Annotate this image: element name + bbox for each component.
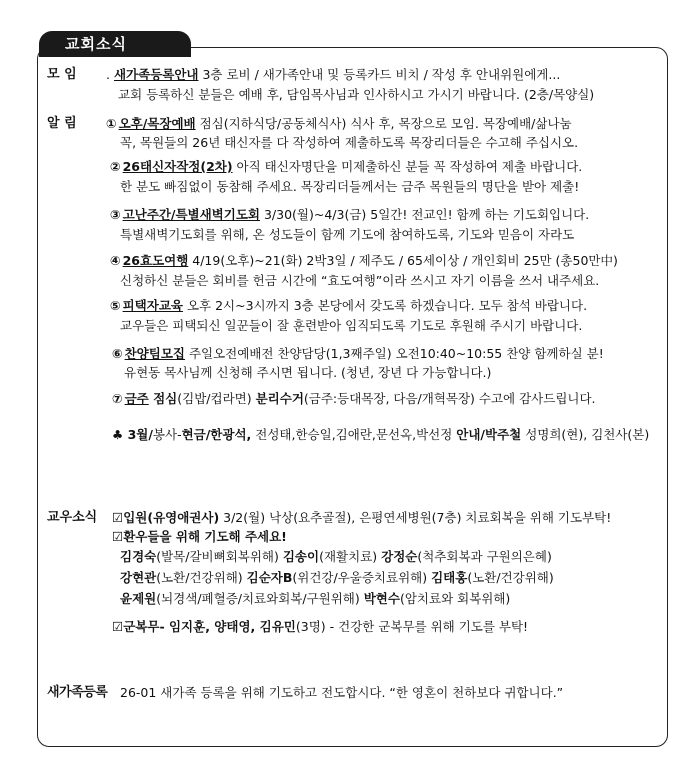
allim-item-4: ④ 26효도여행 4/19(오후)~21(화) 2박3일 / 제주도 / 65세이상 / 개인회비 25만 (총50만中) (110, 253, 618, 268)
club-icon: ♣ (112, 427, 124, 442)
allim-item-3-line-2: 특별새벽기도회를 위해, 온 성도들이 함께 기도에 참여하도록, 기도와 믿음이 자라도 (120, 227, 575, 242)
allim-item-1-line-2: 꼭, 목원들의 26년 태신자를 다 작성하여 제출하도록 목장리더들은 수고해 주십시오. (120, 135, 579, 150)
allim-item-2-line-2: 한 분도 빠짐없이 동참해 주세요. 목장리더들께서는 금주 목원들의 명단을 받아 제출! (120, 179, 580, 194)
allim-item-5: ⑤ 피택자교육 오후 2시~3시까지 3층 본당에서 갖도록 하겠습니다. 모두 참석 바랍니다. (110, 298, 588, 313)
label-allim: 알 림 (47, 116, 77, 131)
gyowoo-line-2: ☑환우들을 위해 기도해 주세요! (112, 529, 287, 544)
allim-item-1: ① 오후/목장예배 점심(지하식당/공동체식사) 식사 후, 목장으로 모임. 목장예배/삶나눔 (106, 116, 572, 131)
allim-item-6: ⑥ 찬양팀모집 주일오전예배전 찬양담당(1,3째주일) 오전10:40~10:55 찬양 함께하실 분! (112, 346, 604, 361)
patients-row-3: 윤제원(뇌경색/폐혈증/치료와회복/구원위해) 박현수(암치료와 회복위해) (120, 591, 511, 606)
gyowoo-line-3: ☑군복무- 임지훈, 양태영, 김유민(3명) - 건강한 군복무를 위해 기도를 부탁! (112, 619, 529, 634)
moim-title: 새가족등록안내 (113, 67, 199, 82)
label-moim: 모 임 (47, 67, 77, 82)
moim-line-1: . 새가족등록안내 3층 로비 / 새가족안내 및 등록카드 비치 / 작성 후 안내위원에게... (106, 67, 561, 82)
page-title: 교회소식 (39, 31, 191, 57)
label-newfamily: 새가족등록 (47, 685, 108, 700)
newfamily-text: 26-01 새가족 등록을 위해 기도하고 전도합시다. “한 영혼이 천하보다 귀합니다.” (120, 685, 564, 700)
moim-line-2: 교회 등록하신 분들은 예배 후, 담임목사님과 인사하시고 가시기 바랍니다. (2층/목양실) (118, 87, 595, 102)
checkbox-icon: ☑ (112, 529, 124, 544)
checkbox-icon: ☑ (112, 619, 124, 634)
label-gyowoo: 교우소식 (47, 510, 98, 525)
patients-row-1: 김경숙(발목/갈비뼈회복위해) 김송이(재활치료) 강정순(척추회복과 구원의은혜) (120, 549, 552, 564)
allim-item-5-line-2: 교우들은 피택되신 일꾼들이 잘 훈련받아 임직되도록 기도로 후원해 주시기 바랍니다. (120, 318, 583, 333)
checkbox-icon: ☑ (112, 510, 124, 525)
allim-item-6-line-2: 유현동 목사님께 신청해 주시면 됩니다. (청년, 장년 다 가능합니다.) (124, 365, 492, 380)
allim-item-4-line-2: 신청하신 분들은 회비를 헌금 시간에 “효도여행”이라 쓰시고 자기 이름을 쓰서 내주세요. (120, 273, 600, 288)
allim-club-line: ♣ 3월/봉사-현금/한광석, 전성태,한승일,김애란,문선옥,박선정 안내/박주철 성명희(현), 김천사(본) (112, 427, 650, 442)
patients-row-2: 강현관(노환/건강위해) 김순자B(위건강/우울증치료위해) 김태홍(노환/건강위해) (120, 570, 554, 585)
gyowoo-line-1: ☑입원(유영애권사) 3/2(월) 낙상(요추골절), 은평연세병원(7층) 치료회복을 위해 기도부탁! (112, 510, 612, 525)
allim-item-7: ⑦ 금주 점심(김밥/컵라면) 분리수거(금주:등대목장, 다음/개혁목장) 수고에 감사드립니다. (112, 391, 596, 406)
allim-item-3: ③ 고난주간/특별새벽기도회 3/30(월)~4/3(금) 5일간! 전교인! 함께 하는 기도회입니다. (110, 207, 590, 222)
allim-item-2: ② 26태신자작정(2차) 아직 태신자명단을 미제출하신 분들 꼭 작성하여 제출 바랍니다. (110, 159, 583, 174)
